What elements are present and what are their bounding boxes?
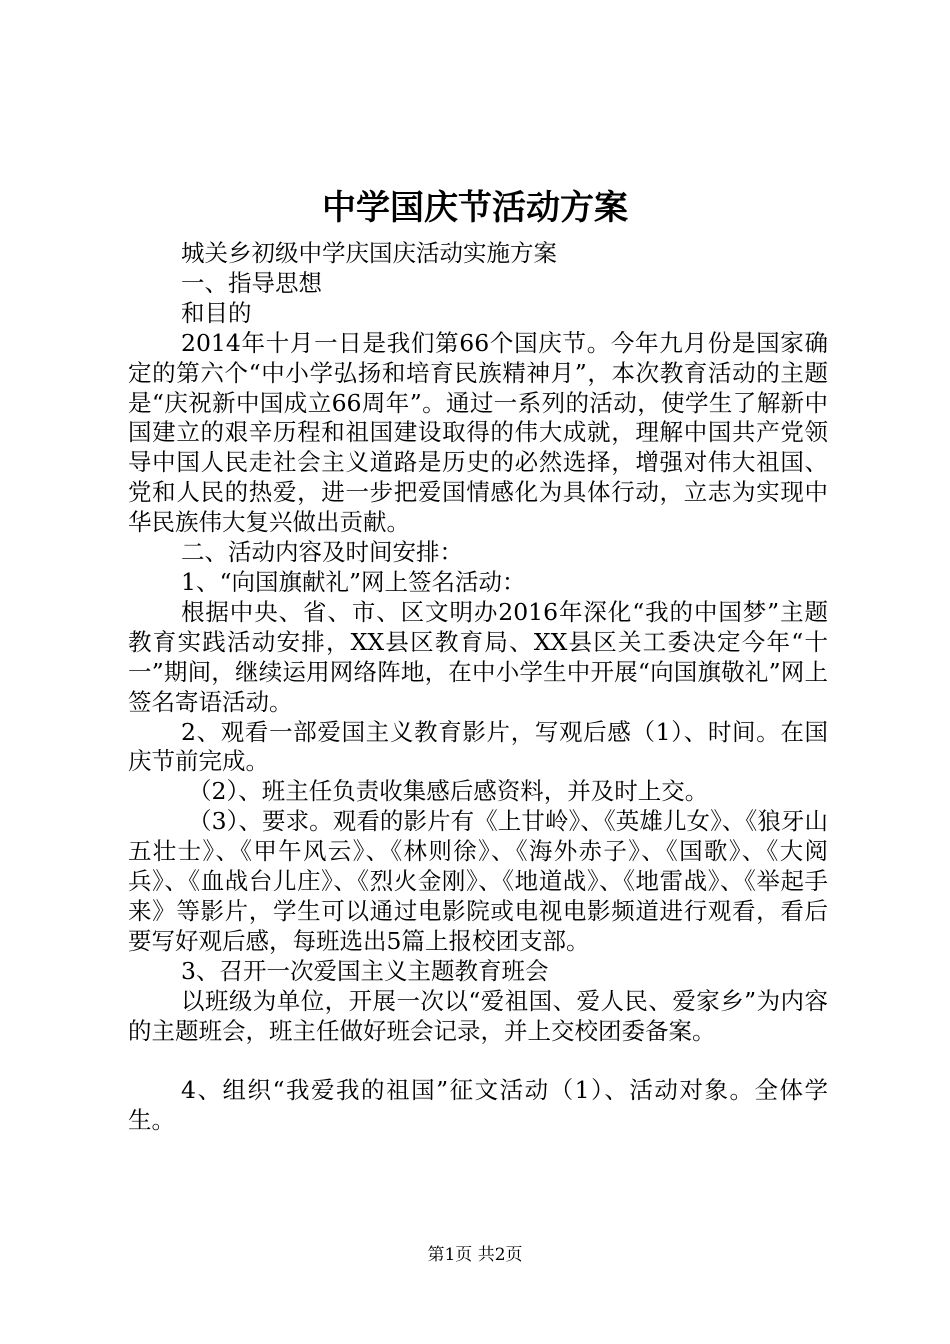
paragraph-introduction: 2014年十月一日是我们第66个国庆节。今年九月份是国家确定的第六个“中小学弘扬和培育民族精神月”，本次教育活动的主题是“庆祝新中国成立66周年”。通过一系列的活动，使学生了解新中国建立的艰辛历程和祖国建设取得的伟大成就，理解中国共产党领导中国人民走社会主义道路是历史的必然选择，增强对伟大祖国、党和人民的热爱，进一步把爱国情感化为具体行动，立志为实现中华民族伟大复兴做出贡献。 (128, 328, 828, 537)
document-title: 中学国庆节活动方案 (322, 188, 628, 228)
paragraph-activity-3: 以班级为单位，开展一次以“爱祖国、爱人民、爱家乡”为内容的主题班会，班主任做好班会记录，并上交校团委备案。 (128, 986, 828, 1045)
page-footer: 第1页 共2页 (427, 1245, 523, 1265)
heading-purpose: 和目的 (181, 298, 252, 327)
heading-activities: 二、活动内容及时间安排： (181, 538, 463, 567)
paragraph-activity-2-item-2: （2）、班主任负责收集感后感资料，并及时上交。 (188, 777, 709, 806)
paragraph-activity-2: 2、观看一部爱国主义教育影片，写观后感（1）、时间。在国庆节前完成。 (128, 717, 828, 776)
blank-line (128, 1046, 828, 1076)
heading-guiding-thought: 一、指导思想 (181, 268, 322, 297)
heading-activity-3: 3、召开一次爱国主义主题教育班会 (181, 956, 549, 985)
document-body (128, 239, 828, 1136)
paragraph-activity-2-item-3: （3）、要求。观看的影片有《上甘岭》、《英雄儿女》、《狼牙山五壮士》、《甲午风云》、《林则徐》、《海外赤子》、《国歌》、《大阅兵》、《血战台儿庄》、《烈火金刚》、《地道战》、《地雷战》、《举起手来》等影片，学生可以通过电影院或电视电影频道进行观看，看后要写好观后感，每班选出5篇上报校团支部。 (128, 807, 828, 955)
paragraph-plan-name: 城关乡初级中学庆国庆活动实施方案 (181, 239, 557, 267)
paragraph-activity-1: 根据中央、省、市、区文明办2016年深化“我的中国梦”主题教育实践活动安排，XX县区教育局、XX县区关工委决定今年“十一”期间，继续运用网络阵地，在中小学生中开展“向国旗敬礼”网上签名寄语活动。 (128, 597, 828, 716)
heading-activity-1: 1、“向国旗献礼”网上签名活动： (181, 567, 526, 596)
paragraph-activity-4: 4、组织“我爱我的祖国”征文活动（1）、活动对象。全体学生。 (128, 1076, 828, 1135)
